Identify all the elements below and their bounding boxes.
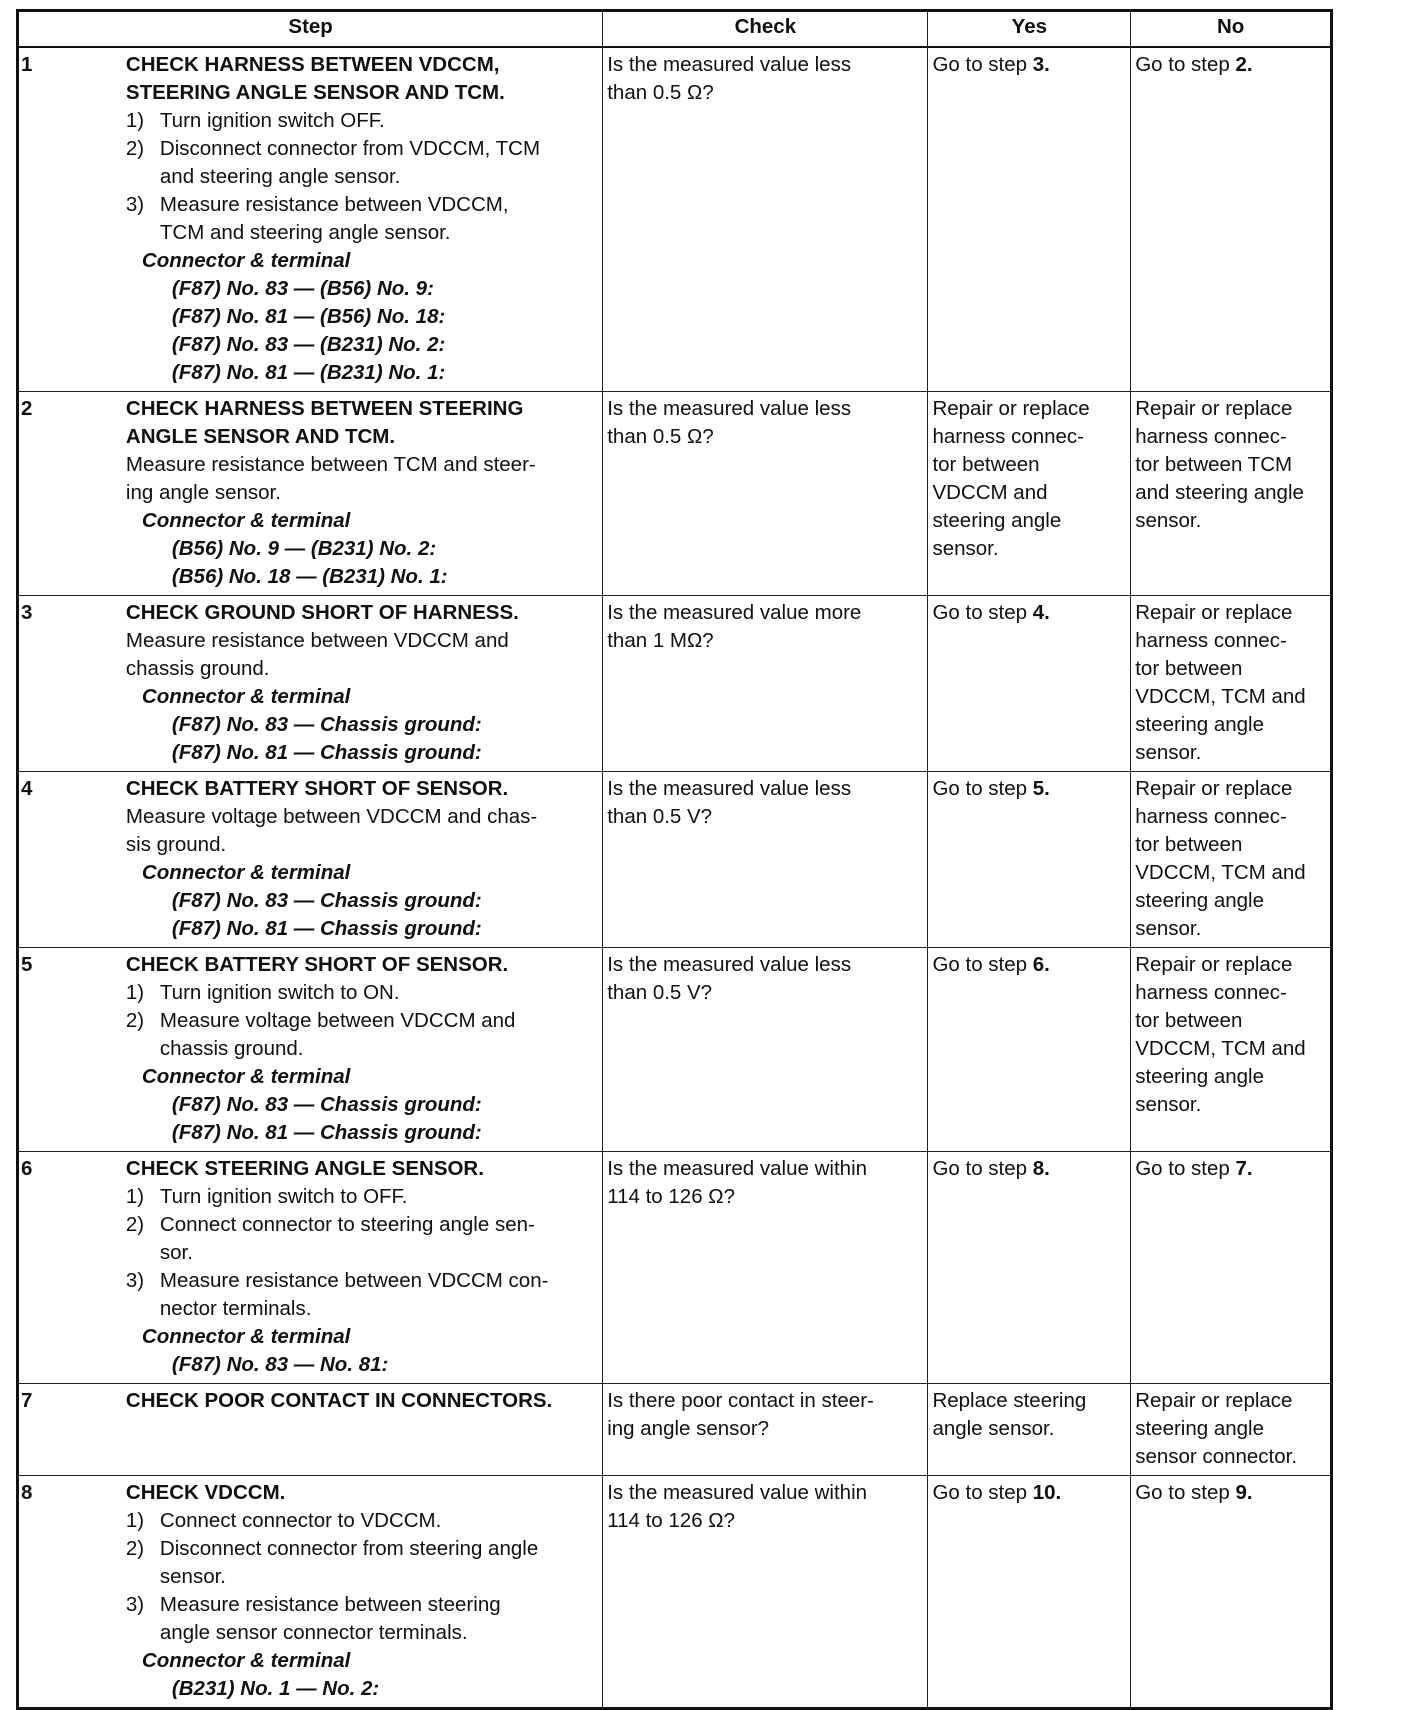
yes-action-text: Go to step xyxy=(932,601,1033,624)
check-line: Is the measured value less xyxy=(607,397,852,420)
substep-line xyxy=(126,1591,598,1619)
yes-cell xyxy=(928,392,1131,596)
substep-text: Connect connector to steering angle sen- xyxy=(159,1213,535,1236)
connector-terminal: (B56) No. 9 — (B231) No. 2: xyxy=(171,537,437,560)
yes-action xyxy=(932,1155,1126,1183)
connector-terminal: (F87) No. 81 — Chassis ground: xyxy=(171,741,482,764)
step-number: 2 xyxy=(18,392,126,596)
yes-cell xyxy=(928,1476,1131,1709)
step-instruction: ing angle sensor. xyxy=(125,481,281,504)
no-line: Repair or replace xyxy=(1135,601,1293,624)
step-number: 6 xyxy=(18,1152,126,1384)
check-line: than 0.5 V? xyxy=(607,981,713,1004)
yes-step-number: 6. xyxy=(1032,953,1050,976)
connector-terminal: (F87) No. 83 — Chassis ground: xyxy=(171,889,482,912)
substep-line xyxy=(126,1295,598,1323)
substep-line xyxy=(126,1211,598,1239)
connector-label: Connector & terminal xyxy=(141,861,351,884)
yes-action xyxy=(932,775,1126,803)
yes-action-text: Go to step xyxy=(932,1481,1033,1504)
yes-action xyxy=(932,951,1126,979)
step-number: 3 xyxy=(18,596,126,772)
step-number: 7 xyxy=(18,1384,126,1476)
table-row xyxy=(18,47,1332,392)
yes-action-text: Go to step xyxy=(932,53,1033,76)
yes-line: harness connec- xyxy=(932,425,1085,448)
yes-line: tor between xyxy=(932,453,1040,476)
connector-label: Connector & terminal xyxy=(141,685,351,708)
connector-label: Connector & terminal xyxy=(141,249,351,272)
substep-text: Disconnect connector from steering angle xyxy=(159,1537,539,1560)
substep-text: Measure resistance between VDCCM, xyxy=(159,193,509,216)
substep-text: angle sensor connector terminals. xyxy=(159,1621,468,1644)
yes-cell xyxy=(928,47,1131,392)
step-instruction: chassis ground. xyxy=(125,657,270,680)
no-action-text: Go to step xyxy=(1135,53,1236,76)
substep-number xyxy=(126,1619,160,1647)
step-title: ANGLE SENSOR AND TCM. xyxy=(125,425,396,448)
check-line: ing angle sensor? xyxy=(607,1417,770,1440)
table-row xyxy=(18,1384,1332,1476)
table-row xyxy=(18,1476,1332,1709)
diagnostic-table xyxy=(16,9,1333,1710)
yes-cell xyxy=(928,1152,1131,1384)
step-title: CHECK BATTERY SHORT OF SENSOR. xyxy=(125,953,509,976)
no-step-number: 9. xyxy=(1235,1481,1253,1504)
no-line: steering angle xyxy=(1135,889,1265,912)
check-line: 114 to 126 Ω? xyxy=(607,1185,736,1208)
no-line: tor between TCM xyxy=(1135,453,1293,476)
check-cell xyxy=(603,47,928,392)
no-line: steering angle xyxy=(1135,1065,1265,1088)
no-line: tor between xyxy=(1135,1009,1243,1032)
check-line: Is there poor contact in steer- xyxy=(607,1389,874,1412)
yes-action-text: Go to step xyxy=(932,777,1033,800)
substep-line xyxy=(126,1563,598,1591)
substep-number xyxy=(126,1239,160,1267)
substep-number xyxy=(126,1035,160,1063)
check-line: 114 to 126 Ω? xyxy=(607,1509,736,1532)
no-line: sensor. xyxy=(1135,917,1202,940)
substep-line xyxy=(126,1535,598,1563)
substep-number: 2) xyxy=(125,1213,145,1236)
connector-terminal: (F87) No. 83 — (B56) No. 9: xyxy=(171,277,434,300)
step-title: CHECK GROUND SHORT OF HARNESS. xyxy=(125,601,519,624)
yes-action xyxy=(932,599,1126,627)
connector-terminal: (F87) No. 83 — (B231) No. 2: xyxy=(171,333,446,356)
step-instruction: Measure resistance between VDCCM and xyxy=(125,629,509,652)
connector-label: Connector & terminal xyxy=(141,1325,351,1348)
check-cell xyxy=(603,772,928,948)
no-line: harness connec- xyxy=(1135,629,1287,652)
substep-text: Disconnect connector from VDCCM, TCM xyxy=(159,137,541,160)
substep-number xyxy=(126,1295,160,1323)
substep-number: 1) xyxy=(125,981,145,1004)
header-row xyxy=(18,11,1332,48)
check-cell xyxy=(603,596,928,772)
step-description xyxy=(126,1384,603,1476)
no-line: sensor connector. xyxy=(1135,1445,1298,1468)
no-line: harness connec- xyxy=(1135,425,1287,448)
no-line: steering angle xyxy=(1135,713,1265,736)
connector-terminal: (F87) No. 81 — Chassis ground: xyxy=(171,917,482,940)
yes-step-number: 3. xyxy=(1032,53,1050,76)
substep-line xyxy=(126,1239,598,1267)
no-cell xyxy=(1131,948,1332,1152)
substep-line xyxy=(126,1007,598,1035)
yes-cell xyxy=(928,948,1131,1152)
substep-line xyxy=(126,107,598,135)
substep-text: Measure resistance between steering xyxy=(159,1593,501,1616)
check-cell xyxy=(603,392,928,596)
yes-line: steering angle xyxy=(932,509,1062,532)
yes-step-number: 5. xyxy=(1032,777,1050,800)
step-instruction: Measure voltage between VDCCM and chas- xyxy=(125,805,538,828)
substep-number xyxy=(126,219,160,247)
connector-terminal: (F87) No. 81 — (B231) No. 1: xyxy=(171,361,446,384)
substep-line xyxy=(126,135,598,163)
substep-text: Measure resistance between VDCCM con- xyxy=(159,1269,549,1292)
yes-line: angle sensor. xyxy=(932,1417,1055,1440)
no-cell xyxy=(1131,1476,1332,1709)
yes-line: Repair or replace xyxy=(932,397,1090,420)
check-line: than 0.5 V? xyxy=(607,805,713,828)
check-line: than 1 MΩ? xyxy=(607,629,714,652)
header-check: Check xyxy=(603,11,928,48)
step-title: CHECK VDCCM. xyxy=(125,1481,286,1504)
header-no: No xyxy=(1131,11,1332,48)
step-description xyxy=(126,948,603,1152)
no-action xyxy=(1135,1479,1326,1507)
step-title: CHECK HARNESS BETWEEN STEERING xyxy=(125,397,524,420)
no-line: Repair or replace xyxy=(1135,397,1293,420)
no-step-number: 7. xyxy=(1235,1157,1253,1180)
step-title: STEERING ANGLE SENSOR AND TCM. xyxy=(125,81,505,104)
check-line: Is the measured value less xyxy=(607,53,852,76)
check-line: Is the measured value more xyxy=(607,601,862,624)
substep-line xyxy=(126,1619,598,1647)
substep-line xyxy=(126,1035,598,1063)
no-cell xyxy=(1131,596,1332,772)
step-number: 4 xyxy=(18,772,126,948)
table-row xyxy=(18,948,1332,1152)
yes-action xyxy=(932,1479,1126,1507)
step-number: 1 xyxy=(18,47,126,392)
substep-number: 2) xyxy=(125,1537,145,1560)
yes-step-number: 10. xyxy=(1032,1481,1062,1504)
yes-cell xyxy=(928,1384,1131,1476)
check-cell xyxy=(603,1476,928,1709)
substep-text: nector terminals. xyxy=(159,1297,312,1320)
no-line: Repair or replace xyxy=(1135,953,1293,976)
no-cell xyxy=(1131,1152,1332,1384)
header-step: Step xyxy=(18,11,603,48)
table-row xyxy=(18,392,1332,596)
check-line: Is the measured value within xyxy=(607,1481,868,1504)
table-body xyxy=(18,47,1332,1709)
step-number: 8 xyxy=(18,1476,126,1709)
substep-text: Turn ignition switch OFF. xyxy=(159,109,385,132)
header-yes: Yes xyxy=(928,11,1131,48)
step-number: 5 xyxy=(18,948,126,1152)
connector-terminal: (B231) No. 1 — No. 2: xyxy=(171,1677,380,1700)
no-cell xyxy=(1131,47,1332,392)
yes-step-number: 8. xyxy=(1032,1157,1050,1180)
table-row xyxy=(18,1152,1332,1384)
no-line: VDCCM, TCM and xyxy=(1135,1037,1306,1060)
connector-terminal: (F87) No. 81 — Chassis ground: xyxy=(171,1121,482,1144)
step-description xyxy=(126,1152,603,1384)
step-instruction: sis ground. xyxy=(125,833,227,856)
substep-text: TCM and steering angle sensor. xyxy=(159,221,451,244)
no-line: harness connec- xyxy=(1135,981,1287,1004)
yes-line: Replace steering xyxy=(932,1389,1087,1412)
no-line: Repair or replace xyxy=(1135,777,1293,800)
substep-number xyxy=(126,1563,160,1591)
yes-line: sensor. xyxy=(932,537,999,560)
substep-text: sor. xyxy=(159,1241,193,1264)
substep-line xyxy=(126,1183,598,1211)
substep-number: 2) xyxy=(125,1009,145,1032)
connector-terminal: (B56) No. 18 — (B231) No. 1: xyxy=(171,565,448,588)
substep-text: sensor. xyxy=(159,1565,227,1588)
step-description xyxy=(126,772,603,948)
no-line: tor between xyxy=(1135,833,1243,856)
step-title: CHECK STEERING ANGLE SENSOR. xyxy=(125,1157,484,1180)
step-description xyxy=(126,47,603,392)
no-line: sensor. xyxy=(1135,741,1202,764)
no-cell xyxy=(1131,772,1332,948)
no-line: VDCCM, TCM and xyxy=(1135,685,1306,708)
check-line: Is the measured value less xyxy=(607,953,852,976)
no-line: Repair or replace xyxy=(1135,1389,1293,1412)
step-description xyxy=(126,392,603,596)
substep-text: Connect connector to VDCCM. xyxy=(159,1509,442,1532)
no-line: steering angle xyxy=(1135,1417,1265,1440)
substep-line xyxy=(126,219,598,247)
step-description xyxy=(126,596,603,772)
substep-number: 2) xyxy=(125,137,145,160)
substep-number: 3) xyxy=(125,1593,145,1616)
yes-action-text: Go to step xyxy=(932,1157,1033,1180)
no-action xyxy=(1135,51,1326,79)
no-cell xyxy=(1131,1384,1332,1476)
no-line: harness connec- xyxy=(1135,805,1287,828)
substep-number xyxy=(126,163,160,191)
substep-text: and steering angle sensor. xyxy=(159,165,401,188)
substep-number: 1) xyxy=(125,1509,145,1532)
no-cell xyxy=(1131,392,1332,596)
no-action-text: Go to step xyxy=(1135,1157,1236,1180)
no-step-number: 2. xyxy=(1235,53,1253,76)
no-line: sensor. xyxy=(1135,1093,1202,1116)
substep-line xyxy=(126,979,598,1007)
connector-terminal: (F87) No. 83 — Chassis ground: xyxy=(171,713,482,736)
check-cell xyxy=(603,1384,928,1476)
yes-step-number: 4. xyxy=(1032,601,1050,624)
step-description xyxy=(126,1476,603,1709)
connector-label: Connector & terminal xyxy=(141,509,351,532)
substep-line xyxy=(126,191,598,219)
substep-text: chassis ground. xyxy=(159,1037,304,1060)
yes-action-text: Go to step xyxy=(932,953,1033,976)
no-line: tor between xyxy=(1135,657,1243,680)
no-line: and steering angle xyxy=(1135,481,1304,504)
no-line: sensor. xyxy=(1135,509,1202,532)
connector-terminal: (F87) No. 83 — Chassis ground: xyxy=(171,1093,482,1116)
table-row xyxy=(18,596,1332,772)
substep-number: 1) xyxy=(125,109,145,132)
step-title: CHECK POOR CONTACT IN CONNECTORS. xyxy=(125,1389,553,1412)
substep-line xyxy=(126,1507,598,1535)
substep-number: 1) xyxy=(125,1185,145,1208)
check-line: than 0.5 Ω? xyxy=(607,425,714,448)
yes-action xyxy=(932,51,1126,79)
yes-line: VDCCM and xyxy=(932,481,1048,504)
substep-number: 3) xyxy=(125,193,145,216)
check-line: Is the measured value less xyxy=(607,777,852,800)
substep-number: 3) xyxy=(125,1269,145,1292)
table-row xyxy=(18,772,1332,948)
substep-text: Turn ignition switch to OFF. xyxy=(159,1185,408,1208)
check-cell xyxy=(603,1152,928,1384)
no-action xyxy=(1135,1155,1326,1183)
substep-line xyxy=(126,163,598,191)
connector-terminal: (F87) No. 83 — No. 81: xyxy=(171,1353,389,1376)
connector-label: Connector & terminal xyxy=(141,1649,351,1672)
step-title: CHECK BATTERY SHORT OF SENSOR. xyxy=(125,777,509,800)
yes-cell xyxy=(928,772,1131,948)
no-line: VDCCM, TCM and xyxy=(1135,861,1306,884)
substep-text: Turn ignition switch to ON. xyxy=(159,981,400,1004)
step-instruction: Measure resistance between TCM and steer- xyxy=(125,453,536,476)
check-cell xyxy=(603,948,928,1152)
connector-label: Connector & terminal xyxy=(141,1065,351,1088)
substep-text: Measure voltage between VDCCM and xyxy=(159,1009,516,1032)
no-action-text: Go to step xyxy=(1135,1481,1236,1504)
substep-line xyxy=(126,1267,598,1295)
connector-terminal: (F87) No. 81 — (B56) No. 18: xyxy=(171,305,446,328)
check-line: Is the measured value within xyxy=(607,1157,868,1180)
check-line: than 0.5 Ω? xyxy=(607,81,714,104)
yes-cell xyxy=(928,596,1131,772)
step-title: CHECK HARNESS BETWEEN VDCCM, xyxy=(125,53,500,76)
